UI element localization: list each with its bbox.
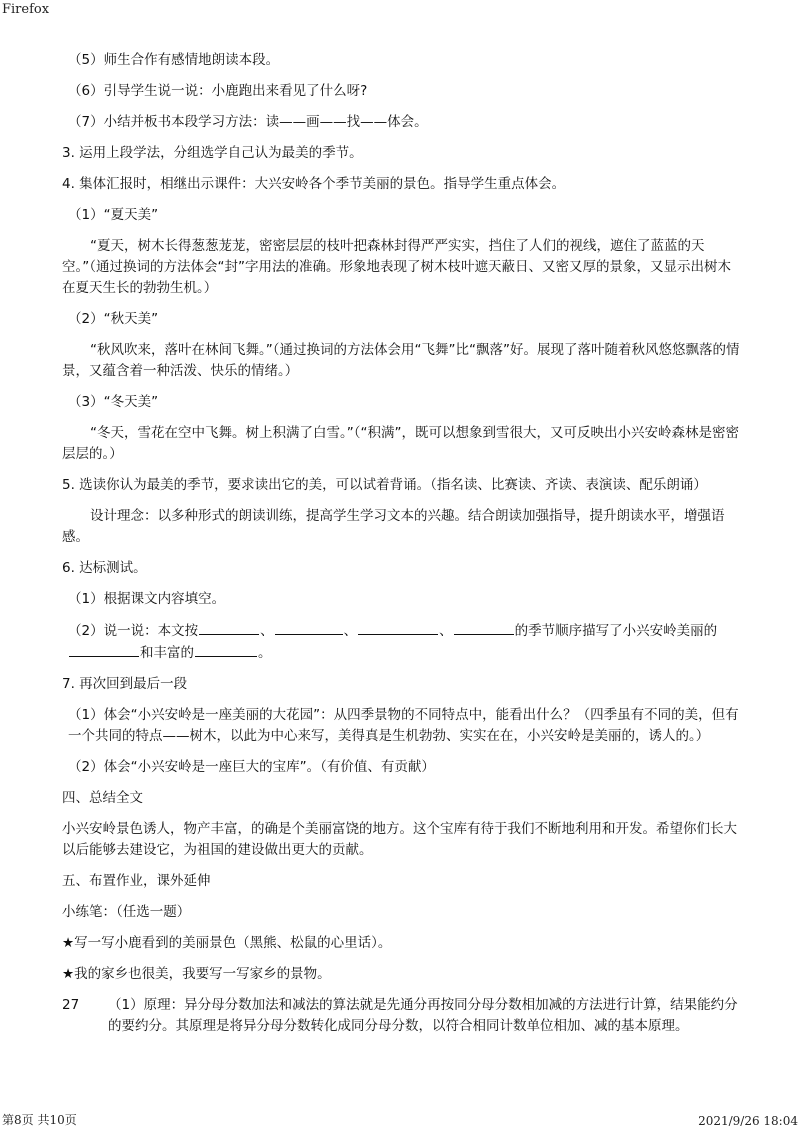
practice-option-1: ★写一写小鹿看到的美丽景色（黑熊、松鼠的心里话）。 — [62, 935, 392, 951]
summary-paragraph: 小兴安岭景色诱人，物产丰富，的确是个美丽富饶的地方。这个宝库有待于我们不断地利用和开发。希望你们长大以后能够去建设它，为祖国的建设做出更大的贡献。 — [62, 821, 737, 858]
item-6: 6. 达标测试。 — [62, 560, 147, 576]
fill-text-3: 和丰富的 — [140, 645, 194, 661]
question-27 — [62, 995, 742, 1037]
fill-text-1: （2）说一说：本文按 — [68, 623, 199, 639]
page-number: 第8页 共10页 — [2, 1113, 77, 1127]
practice-option-2: ★我的家乡也很美，我要写一写家乡的景物。 — [62, 966, 331, 982]
autumn-paragraph: “秋风吹来，落叶在林间飞舞。”（通过换词的方法体会用“飞舞”比“飘落”好。展现了落叶随着秋风悠悠飘落的情景，又蕴含着一种活泼、快乐的情绪。） — [62, 342, 740, 379]
step-5: （5）师生合作有感情地朗读本段。 — [68, 52, 280, 68]
fill-in-instruction: （1）根据课文内容填空。 — [68, 591, 226, 607]
app-title: Firefox — [2, 2, 50, 17]
blank-6 — [195, 642, 257, 657]
blank-4 — [454, 620, 514, 635]
practice-heading: 小练笔：（任选一题） — [62, 904, 191, 920]
document-body — [62, 50, 742, 1037]
section-four-heading: 四、总结全文 — [62, 790, 143, 806]
item-7: 7. 再次回到最后一段 — [62, 676, 188, 692]
item-4: 4. 集体汇报时，相继出示课件：大兴安岭各个季节美丽的景色。指导学生重点体会。 — [62, 176, 566, 192]
item-5: 5. 选读你认为最美的季节，要求读出它的美，可以试着背诵。（指名读、比赛读、齐读、表演读、配乐朗诵） — [62, 477, 707, 493]
design-concept: 设计理念：以多种形式的朗读训练，提高学生学习文本的兴趣。结合朗读加强指导，提升朗读水平，增强语感。 — [62, 508, 725, 545]
section-five-heading: 五、布置作业，课外延伸 — [62, 873, 211, 889]
question-27-text: （1）原理：异分母分数加法和减法的算法就是先通分再按同分母分数相加减的方法进行计算，结果能约分的要约分。其原理是将异分母分数转化成同分母分数，以符合相同计数单位相加、减的基本原理。 — [108, 997, 738, 1034]
blank-3 — [358, 620, 438, 635]
treasure-paragraph: （2）体会“小兴安岭是一座巨大的宝库”。（有价值、有贡献） — [68, 759, 435, 775]
fill-sep-1: 、 — [260, 623, 274, 639]
fill-sep-3: 、 — [439, 623, 453, 639]
step-6: （6）引导学生说一说：小鹿跑出来看见了什么呀? — [68, 83, 368, 99]
step-7: （7）小结并板书本段学习方法：读——画——找——体会。 — [68, 114, 428, 130]
blank-1 — [199, 620, 259, 635]
fill-text-4: 。 — [258, 645, 272, 661]
fill-in-question — [62, 620, 742, 664]
fill-sep-2: 、 — [343, 623, 358, 639]
autumn-heading: （2）“秋天美” — [68, 311, 159, 327]
item-3: 3. 运用上段学法，分组选学自己认为最美的季节。 — [62, 145, 363, 161]
blank-5 — [69, 642, 139, 657]
winter-paragraph: “冬天，雪花在空中飞舞。树上积满了白雪。”（“积满”，既可以想象到雪很大，又可反映出小兴安岭森林是密密层层的。） — [62, 425, 739, 462]
summer-heading: （1）“夏天美” — [68, 207, 159, 223]
question-number: 27 — [62, 997, 80, 1013]
fill-text-2: 的季节顺序描写了小兴安岭美丽的 — [514, 623, 718, 639]
browser-title-bar — [0, 0, 800, 22]
blank-2 — [275, 620, 343, 635]
summer-paragraph: “夏天，树木长得葱葱茏茏，密密层层的枝叶把森林封得严严实实，挡住了人们的视线，遮住了蓝蓝的天空。”（通过换词的方法体会“封”字用法的准确。形象地表现了树木枝叶遮天蔽日、又密又厚的景象，又显示出树木在夏天生长的勃勃生机。） — [62, 238, 731, 296]
garden-paragraph: （1）体会“小兴安岭是一座美丽的大花园”：从四季景物的不同特点中，能看出什么？（四季虽有不同的美，但有一个共同的特点——树木，以此为中心来写，美得真是生机勃勃、实实在在，小兴安岭是美丽的，诱人的。） — [68, 707, 739, 744]
print-datetime: 2021/9/26 18:04 — [698, 1114, 798, 1128]
winter-heading: （3）“冬天美” — [68, 394, 159, 410]
